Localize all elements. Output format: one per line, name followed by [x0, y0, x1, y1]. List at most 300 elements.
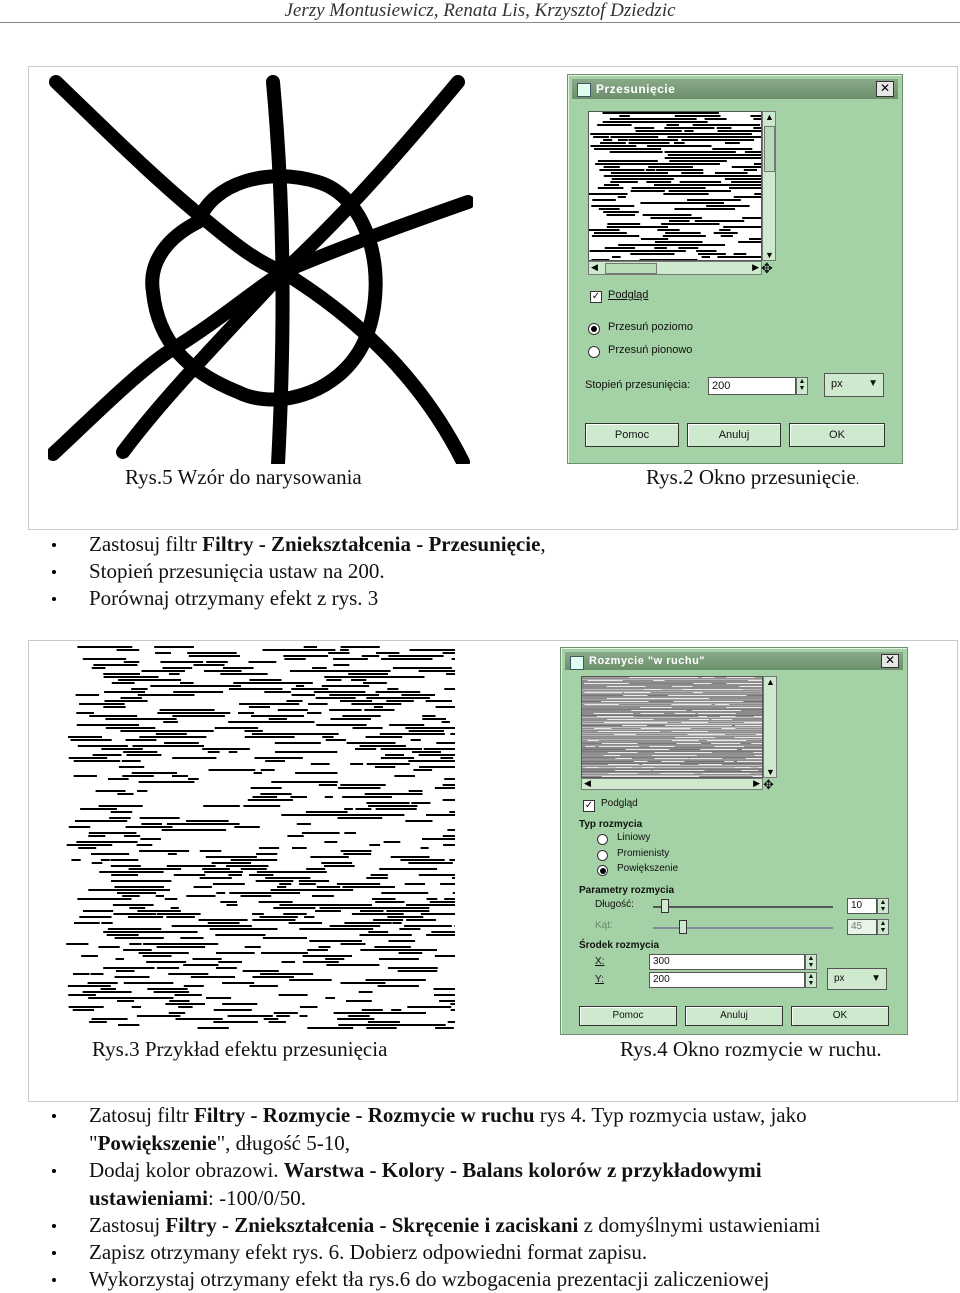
help-button[interactable]: Pomoc	[585, 423, 679, 447]
texture-streak	[368, 1024, 400, 1026]
texture-streak	[346, 964, 373, 966]
texture-streak	[117, 793, 133, 795]
texture-streak	[69, 1006, 104, 1008]
texture-streak	[582, 681, 762, 682]
texture-streak	[444, 688, 455, 690]
texture-streak	[79, 703, 125, 705]
texture-streak	[101, 988, 116, 990]
blur-linear-radio[interactable]	[597, 834, 608, 845]
header-rule	[0, 22, 960, 23]
texture-streak	[97, 664, 132, 666]
texture-streak	[78, 847, 96, 849]
texture-streak	[292, 847, 307, 849]
texture-streak	[449, 859, 455, 861]
ok-button[interactable]: OK	[791, 1006, 889, 1026]
texture-streak	[582, 705, 762, 706]
texture-streak	[656, 169, 666, 171]
texture-streak	[167, 817, 180, 819]
texture-streak	[193, 958, 222, 960]
texture-streak	[368, 931, 388, 933]
texture-streak	[115, 976, 150, 978]
texture-streak	[98, 946, 119, 948]
texture-streak	[705, 118, 727, 120]
texture-streak	[253, 796, 278, 798]
close-button[interactable]: ✕	[881, 654, 899, 668]
blur-x-spinner[interactable]: ▲ ▼	[805, 954, 817, 970]
texture-streak	[137, 1015, 181, 1017]
texture-streak	[612, 175, 656, 177]
texture-streak	[723, 220, 744, 222]
texture-streak	[432, 754, 447, 756]
texture-streak	[369, 844, 380, 846]
blur-length-label: Długość:	[595, 899, 634, 910]
texture-streak	[300, 1006, 318, 1008]
texture-streak	[123, 949, 152, 951]
texture-streak	[163, 667, 193, 669]
texture-streak	[200, 877, 226, 879]
texture-streak	[132, 772, 177, 774]
texture-streak	[358, 1018, 374, 1020]
texture-streak	[256, 853, 277, 855]
texture-streak	[448, 1021, 455, 1023]
texture-streak	[253, 799, 293, 801]
bullet-dot	[52, 1224, 56, 1228]
texture-streak	[89, 715, 137, 717]
preview-checkbox[interactable]: ✓	[591, 291, 601, 302]
texture-streak	[690, 190, 731, 192]
texture-streak	[325, 796, 333, 798]
texture-streak	[229, 751, 238, 753]
texture-streak	[303, 955, 352, 957]
texture-streak	[391, 856, 430, 858]
texture-streak	[260, 793, 291, 795]
texture-streak	[617, 764, 634, 765]
blur-params-heading: Parametry rozmycia	[579, 885, 675, 896]
texture-streak	[741, 157, 761, 159]
preview-checkbox-label: Podgląd	[608, 289, 649, 301]
texture-streak	[703, 151, 736, 153]
texture-streak	[209, 769, 254, 771]
texture-streak	[299, 883, 316, 885]
texture-streak	[171, 907, 179, 909]
texture-streak	[450, 733, 455, 735]
bullet-text-tail: ,	[540, 532, 546, 556]
texture-streak	[71, 739, 94, 741]
texture-streak	[371, 874, 388, 876]
figure-caption-pattern: Rys.5 Wzór do narysowania	[125, 465, 362, 489]
texture-streak	[253, 976, 285, 978]
texture-streak	[636, 698, 657, 699]
texture-streak	[631, 190, 665, 192]
texture-streak	[407, 1006, 451, 1008]
ok-button[interactable]: OK	[789, 423, 885, 447]
texture-streak	[728, 740, 746, 741]
scroll-right-arrow-icon[interactable]: ▶	[753, 778, 760, 788]
texture-streak	[180, 682, 194, 684]
texture-streak	[737, 761, 762, 762]
texture-streak	[446, 673, 455, 675]
unit-select[interactable]	[824, 373, 884, 397]
texture-streak	[310, 856, 348, 858]
preview-checkbox[interactable]: ✓	[584, 800, 594, 811]
texture-streak	[665, 157, 677, 159]
texture-streak	[717, 127, 732, 129]
texture-streak	[582, 679, 762, 680]
texture-streak	[238, 712, 254, 714]
texture-streak	[206, 997, 231, 999]
blur-x-input[interactable]: 300	[649, 954, 805, 970]
texture-streak	[142, 718, 165, 720]
texture-streak	[187, 652, 237, 654]
pattern-drawing-image	[48, 72, 473, 464]
caption-dot: .	[855, 473, 860, 488]
motion-blur-title: Rozmycie "w ruchu"	[589, 655, 706, 667]
texture-streak	[346, 1000, 372, 1002]
texture-streak	[714, 689, 744, 690]
texture-streak	[172, 775, 188, 777]
texture-streak	[172, 757, 216, 759]
texture-streak	[375, 766, 395, 768]
shift-vertical-radio[interactable]	[588, 346, 600, 358]
texture-streak	[400, 859, 444, 861]
blur-center-heading: Środek rozmycia	[579, 940, 660, 951]
texture-streak	[233, 688, 282, 690]
texture-streak	[599, 169, 644, 171]
texture-streak	[68, 736, 102, 738]
scroll-up-arrow-icon[interactable]: ▲	[766, 677, 775, 687]
texture-streak	[166, 916, 195, 918]
texture-streak	[648, 244, 688, 246]
texture-streak	[442, 721, 450, 723]
unit-select-value: px	[834, 973, 845, 984]
blur-y-input[interactable]: 200	[649, 972, 805, 988]
scroll-left-arrow-icon[interactable]: ◀	[591, 262, 598, 272]
texture-streak	[705, 160, 721, 162]
texture-streak	[345, 1012, 386, 1014]
texture-streak	[443, 844, 455, 846]
texture-streak	[348, 673, 388, 675]
texture-streak	[265, 877, 300, 879]
texture-streak	[216, 892, 225, 894]
texture-streak	[127, 754, 162, 756]
texture-streak	[218, 961, 242, 963]
texture-streak	[434, 994, 455, 996]
texture-streak	[89, 832, 137, 834]
texture-streak	[282, 961, 296, 963]
texture-streak	[317, 886, 340, 888]
texture-streak	[124, 835, 140, 837]
texture-streak	[582, 727, 762, 728]
texture-streak	[116, 958, 125, 960]
texture-streak	[729, 701, 743, 702]
texture-streak	[661, 223, 680, 225]
texture-streak	[363, 682, 387, 684]
shift-vertical-label: Przesuń pionowo	[608, 344, 693, 356]
texture-streak	[108, 790, 125, 792]
texture-streak	[614, 211, 639, 213]
blur-y-spinner[interactable]: ▲ ▼	[805, 972, 817, 988]
shift-dialog-titlebar	[572, 79, 898, 99]
texture-streak	[665, 755, 696, 756]
shift-amount-spinner[interactable]: ▲ ▼	[796, 377, 808, 395]
texture-streak	[306, 868, 325, 870]
texture-streak	[343, 853, 371, 855]
texture-streak	[338, 787, 380, 789]
texture-streak	[295, 772, 306, 774]
help-button[interactable]: Pomoc	[579, 1006, 677, 1026]
texture-streak	[264, 691, 291, 693]
scroll-right-arrow-icon[interactable]: ▶	[752, 262, 759, 272]
texture-streak	[717, 256, 761, 258]
blur-radial-radio[interactable]	[597, 850, 608, 861]
texture-streak	[702, 677, 715, 678]
texture-streak	[66, 943, 88, 945]
texture-streak	[384, 841, 401, 843]
texture-streak	[681, 172, 703, 174]
texture-streak	[249, 661, 277, 663]
texture-streak	[615, 770, 652, 771]
texture-streak	[347, 742, 396, 744]
texture-streak	[343, 886, 395, 888]
texture-streak	[649, 187, 706, 189]
texture-streak	[404, 925, 452, 927]
texture-streak	[685, 115, 717, 117]
texture-streak	[307, 712, 321, 714]
bullet-text-bold: Powiększenie	[97, 1131, 217, 1155]
texture-streak	[155, 652, 171, 654]
texture-streak	[698, 154, 748, 156]
texture-streak	[387, 688, 398, 690]
texture-streak	[725, 142, 740, 144]
shift-horizontal-radio[interactable]	[588, 323, 600, 335]
texture-streak	[726, 683, 762, 684]
texture-streak	[352, 814, 404, 816]
texture-streak	[692, 163, 720, 165]
texture-streak	[429, 862, 437, 864]
texture-streak	[738, 241, 761, 243]
texture-streak	[454, 925, 455, 927]
shift-effect-example-image	[66, 646, 455, 1030]
shift-amount-input[interactable]: 200	[708, 377, 796, 395]
chevron-down-icon: ▼	[871, 973, 881, 984]
texture-streak	[172, 715, 225, 717]
texture-streak	[368, 1021, 400, 1023]
texture-streak	[265, 760, 285, 762]
texture-streak	[675, 713, 696, 714]
texture-streak	[220, 901, 237, 903]
texture-streak	[447, 829, 455, 831]
texture-streak	[762, 692, 763, 693]
texture-streak	[283, 913, 306, 915]
scroll-down-arrow-icon[interactable]: ▼	[765, 250, 774, 260]
preview-vertical-scrollbar[interactable]	[763, 676, 777, 778]
texture-streak	[88, 997, 136, 999]
texture-streak	[293, 649, 336, 651]
texture-streak	[92, 1018, 128, 1020]
blur-length-spinner[interactable]: ▲ ▼	[877, 898, 889, 914]
preview-horizontal-scrollbar[interactable]	[581, 778, 763, 790]
texture-streak	[661, 761, 684, 762]
bullet-text	[89, 1130, 350, 1157]
texture-streak	[348, 1015, 370, 1017]
bullet-text: Zapisz otrzymany efekt rys. 6. Dobierz odpowiedni format zapisu.	[89, 1240, 648, 1264]
close-button[interactable]: ✕	[876, 81, 894, 97]
texture-streak	[365, 907, 406, 909]
shift-dialog	[567, 74, 903, 464]
blur-length-input[interactable]: 10	[847, 898, 877, 914]
texture-streak	[308, 703, 328, 705]
texture-streak	[284, 658, 305, 660]
texture-streak	[744, 169, 757, 171]
texture-streak	[121, 697, 142, 699]
texture-streak	[644, 689, 662, 690]
texture-streak	[680, 752, 712, 753]
texture-streak	[169, 1012, 185, 1014]
blur-y-label: Y:	[595, 974, 604, 985]
texture-streak	[608, 752, 638, 753]
texture-streak	[376, 808, 417, 810]
texture-streak	[387, 916, 423, 918]
texture-streak	[594, 728, 611, 729]
texture-streak	[168, 853, 177, 855]
texture-streak	[289, 733, 339, 735]
texture-streak	[208, 751, 220, 753]
texture-streak	[107, 754, 118, 756]
texture-streak	[322, 685, 369, 687]
texture-streak	[107, 934, 139, 936]
texture-streak	[183, 964, 214, 966]
texture-streak	[157, 967, 179, 969]
texture-streak	[315, 910, 341, 912]
texture-streak	[122, 895, 140, 897]
texture-streak	[71, 859, 80, 861]
texture-streak	[643, 160, 652, 162]
texture-streak	[642, 163, 695, 165]
texture-streak	[603, 755, 620, 756]
texture-streak	[582, 741, 762, 742]
bullet-text: Stopień przesunięcia ustaw na 200.	[89, 559, 385, 583]
cancel-button[interactable]: Anuluj	[685, 1006, 783, 1026]
texture-streak	[443, 799, 455, 801]
texture-streak	[389, 724, 424, 726]
texture-streak	[205, 919, 247, 921]
texture-streak	[329, 1027, 353, 1029]
texture-streak	[67, 844, 113, 846]
texture-streak	[411, 739, 421, 741]
texture-streak	[690, 112, 719, 114]
texture-streak	[592, 235, 639, 237]
texture-streak	[631, 710, 668, 711]
scroll-thumb-h[interactable]	[605, 263, 657, 274]
navigate-move-icon[interactable]: ✥	[763, 777, 774, 792]
texture-streak	[241, 895, 272, 897]
texture-streak	[73, 973, 90, 975]
texture-streak	[696, 250, 716, 252]
bullet-text-plain: "	[89, 1131, 98, 1155]
texture-streak	[206, 661, 225, 663]
blur-length-slider-track[interactable]	[653, 906, 833, 908]
scroll-left-arrow-icon[interactable]: ◀	[584, 778, 591, 788]
texture-streak	[386, 910, 429, 912]
texture-streak	[679, 725, 716, 726]
texture-streak	[74, 760, 121, 762]
scroll-up-arrow-icon[interactable]: ▲	[765, 112, 774, 122]
texture-streak	[137, 844, 153, 846]
texture-streak	[112, 811, 132, 813]
texture-streak	[143, 943, 186, 945]
texture-streak	[351, 679, 366, 681]
texture-streak	[663, 235, 706, 237]
texture-streak	[412, 751, 441, 753]
texture-streak	[119, 766, 144, 768]
texture-streak	[611, 136, 659, 138]
texture-streak	[68, 994, 96, 996]
texture-streak	[687, 770, 698, 771]
bullet-dot	[52, 597, 56, 601]
scroll-thumb[interactable]	[764, 126, 775, 172]
texture-streak	[195, 865, 212, 867]
texture-streak	[759, 707, 762, 708]
texture-streak	[594, 148, 632, 150]
texture-streak	[360, 745, 399, 747]
texture-streak	[689, 719, 709, 720]
texture-streak	[366, 979, 389, 981]
bullet-text	[89, 1212, 820, 1239]
texture-streak	[435, 787, 455, 789]
texture-streak	[330, 718, 371, 720]
texture-streak	[138, 694, 180, 696]
texture-streak	[665, 232, 701, 234]
texture-streak	[95, 841, 138, 843]
texture-streak	[363, 982, 372, 984]
texture-streak	[103, 673, 140, 675]
blur-length-slider-knob[interactable]	[661, 899, 669, 913]
texture-streak	[629, 677, 664, 678]
blur-angle-label: Kąt:	[595, 920, 613, 931]
texture-streak	[321, 862, 352, 864]
texture-streak	[306, 811, 348, 813]
texture-streak	[742, 749, 762, 750]
blur-zoom-radio[interactable]	[597, 865, 608, 876]
texture-streak	[374, 706, 383, 708]
texture-streak	[120, 871, 135, 873]
texture-streak	[289, 979, 332, 981]
cancel-button[interactable]: Anuluj	[687, 423, 781, 447]
texture-streak	[362, 1009, 383, 1011]
texture-streak	[634, 127, 654, 129]
texture-streak	[88, 835, 105, 837]
texture-streak	[684, 130, 693, 132]
texture-streak	[753, 127, 761, 129]
texture-streak	[158, 736, 207, 738]
texture-streak	[204, 670, 242, 672]
unit-select[interactable]	[827, 968, 887, 990]
texture-streak	[249, 679, 281, 681]
texture-streak	[582, 763, 762, 764]
preview-horizontal-scrollbar[interactable]	[588, 261, 762, 275]
preview-vertical-scrollbar[interactable]	[762, 111, 776, 261]
scroll-down-arrow-icon[interactable]: ▼	[766, 767, 775, 777]
texture-streak	[394, 775, 415, 777]
texture-streak	[582, 751, 762, 752]
texture-streak	[76, 694, 100, 696]
texture-streak	[582, 699, 762, 700]
caption-text: Rys.2 Okno przesunięcie	[646, 465, 856, 489]
navigate-move-icon[interactable]: ✥	[761, 260, 773, 276]
texture-streak	[451, 883, 455, 885]
texture-streak	[326, 739, 343, 741]
texture-streak	[585, 746, 595, 747]
